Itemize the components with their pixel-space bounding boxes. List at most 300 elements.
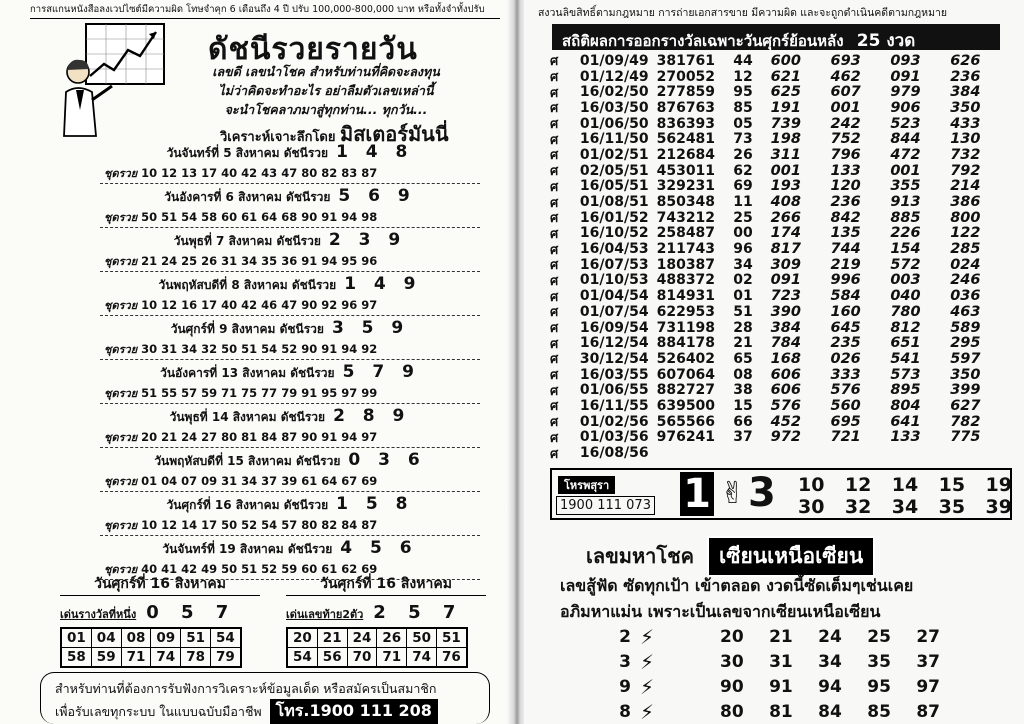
- draw-date: 16/02/50: [579, 84, 649, 101]
- three-digit-back: 350: [950, 366, 981, 383]
- three-digit-back: 523: [890, 115, 921, 132]
- three-digit-back: 804: [890, 397, 921, 414]
- friday-marker: ศ: [550, 415, 559, 431]
- tagline-line: จะนำโชคลาภมาสู่ทุกท่าน... ทุกวัน...: [224, 102, 428, 117]
- three-digit-front: 311: [770, 146, 801, 163]
- three-digit-front: 645: [830, 319, 861, 336]
- forecast-brand: โหรพสุรา: [558, 476, 615, 494]
- three-digit-front: 584: [830, 288, 861, 305]
- draw-date: 16/05/51: [579, 178, 649, 195]
- entry-set: 10 12 13 17 40 42 43 47 80 82 83 87: [141, 166, 378, 180]
- draw-date: 01/02/51: [579, 146, 649, 163]
- lucky-heading: [586, 538, 873, 575]
- draw-date: 16/09/54: [579, 319, 649, 336]
- forecast-number: 34: [891, 496, 919, 518]
- first-prize: 836393: [656, 115, 716, 132]
- last-two: 95: [733, 84, 753, 101]
- victory-hand-icon: ✌: [720, 476, 746, 511]
- last-two: 37: [733, 429, 753, 446]
- hot-number: 80: [720, 701, 744, 722]
- three-digit-back: 906: [890, 99, 921, 116]
- forecast-bottom-row: [798, 496, 1012, 518]
- hot-lead: 3: [619, 651, 631, 672]
- daily-index-list: [100, 140, 480, 580]
- friday-number-table: [60, 627, 242, 668]
- entry-digits: 4 5 6: [340, 538, 418, 558]
- first-prize: 258487: [656, 225, 716, 242]
- three-digit-back: 001: [890, 162, 921, 179]
- lightning-icon: ⚡: [640, 624, 655, 649]
- lucky-head-text: เลขมหาโชค: [586, 544, 695, 568]
- draw-date: 01/07/54: [579, 303, 649, 320]
- entry-label: ดัชนีรวย: [280, 410, 326, 424]
- last-two: 26: [733, 146, 753, 163]
- promo-line: เลขสู้ฟัด ซัดทุกเป้า เข้าตลอด งวดนี้ซัดเต็มๆเช่นเคย: [560, 576, 914, 595]
- results-table: [550, 53, 1010, 461]
- table-cell: 09: [151, 628, 181, 648]
- three-digit-front: 752: [830, 131, 861, 148]
- first-prize: 565566: [656, 413, 716, 430]
- three-digit-front: 996: [830, 272, 861, 289]
- friday-marker: ศ: [550, 211, 559, 227]
- series-label: ชุดรวย: [104, 255, 138, 268]
- three-digit-back: 780: [890, 303, 921, 320]
- last-two: 34: [733, 256, 753, 273]
- entry-date: วันศุกร์ที่ 16 สิงหาคม: [166, 498, 280, 512]
- three-digit-back: 003: [890, 272, 921, 289]
- three-digit-back: 572: [890, 256, 921, 273]
- hot-lead: 2: [619, 626, 631, 647]
- result-row: [550, 210, 1010, 226]
- three-digit-front: 408: [770, 194, 801, 211]
- analyst-name: มิสเตอร์มันนี่: [340, 122, 449, 146]
- forecast-digit-1: 1: [680, 472, 714, 516]
- friday-marker: ศ: [550, 336, 559, 352]
- friday-marker: ศ: [550, 321, 559, 337]
- result-row: [550, 273, 1010, 289]
- draw-date: 01/06/55: [579, 382, 649, 399]
- entry-digits: 2 3 9: [328, 230, 407, 250]
- tagline: [176, 62, 476, 119]
- table-cell: 50: [407, 628, 437, 648]
- hot-number: 30: [720, 651, 744, 672]
- friday-date: วันศุกร์ที่ 16 สิงหาคม: [60, 573, 260, 596]
- hot-number: 27: [916, 626, 940, 647]
- entry-date: วันพฤหัสบดีที่ 8 สิงหาคม: [158, 278, 288, 292]
- forecast-number: 39: [985, 496, 1012, 518]
- three-digit-back: 386: [950, 194, 981, 211]
- three-digit-back: 775: [950, 429, 981, 446]
- friday-marker: ศ: [550, 305, 559, 321]
- last-two: 73: [733, 131, 753, 148]
- friday-marker: ศ: [550, 273, 559, 289]
- draw-date: 16/03/50: [579, 99, 649, 116]
- table-cell: 04: [91, 628, 121, 648]
- hot-number: 91: [769, 676, 793, 697]
- table-row: [287, 628, 467, 648]
- three-digit-back: 589: [950, 319, 981, 336]
- promo-line: อภิมหาแม่น เพราะเป็นเลขจากเซียนเหนือเซียน: [560, 602, 881, 621]
- result-row: [550, 288, 1010, 304]
- result-row: [550, 131, 1010, 147]
- first-prize: 329231: [656, 178, 716, 195]
- entry-digits: 1 4 8: [336, 142, 414, 162]
- three-digit-back: 641: [890, 413, 921, 430]
- three-digit-front: 091: [770, 272, 801, 289]
- three-digit-front: 026: [830, 350, 861, 367]
- friday-marker: ศ: [550, 85, 559, 101]
- entry-label: ดัชนีรวย: [290, 366, 335, 380]
- footer-line: เพื่อรับเลขทุกระบบ ในแบบฉบับมือาชีพ: [55, 704, 262, 719]
- three-digit-front: 452: [770, 413, 801, 430]
- page-title: ดัชนีรวยรายวัน: [208, 32, 418, 67]
- series-label: ชุดรวย: [104, 167, 138, 180]
- hot-number-row: [610, 674, 990, 699]
- entry-date: วันพุธที่ 14 สิงหาคม: [169, 410, 277, 424]
- three-digit-front: 817: [770, 241, 801, 258]
- three-digit-front: 191: [770, 99, 801, 116]
- entry-date: วันจันทร์ที่ 5 สิงหาคม: [166, 146, 280, 160]
- three-digit-front: 168: [770, 350, 801, 367]
- entry-digits: 5 6 9: [338, 186, 416, 206]
- three-digit-front: 739: [770, 115, 801, 132]
- three-digit-back: 463: [950, 303, 981, 320]
- three-digit-front: 842: [830, 209, 861, 226]
- forecast-number: 15: [938, 474, 966, 496]
- three-digit-front: 160: [830, 303, 861, 320]
- entry-set: 01 04 07 09 31 34 37 39 61 64 67 69: [141, 474, 378, 488]
- copyright-notice: การสแกนหนังสือลงเวปไซต์มีความผิด โทษจำคุก 6 เดือนถึง 4 ปี ปรับ 100,000-800,000 บาท หรือทั้งจำทั้งปรับ: [30, 2, 500, 19]
- table-cell: 54: [287, 648, 317, 668]
- phone-number: 1900 111 208: [309, 701, 432, 720]
- entry-label: ดัชนีรวย: [291, 278, 337, 292]
- table-cell: 71: [121, 648, 151, 668]
- result-row: [550, 414, 1010, 430]
- phone-label: โทร.: [275, 701, 310, 720]
- first-prize: 639500: [656, 397, 716, 414]
- series-label: ชุดรวย: [104, 343, 138, 356]
- table-cell: 56: [317, 648, 347, 668]
- three-digit-back: 285: [950, 241, 981, 258]
- last-two: 02: [733, 272, 753, 289]
- result-row: [550, 320, 1010, 336]
- hot-number: 84: [818, 701, 842, 722]
- hot-number: 25: [867, 626, 891, 647]
- entry-label: ดัชนีรวย: [296, 454, 341, 468]
- table-cell: 74: [151, 648, 181, 668]
- three-digit-front: 001: [830, 99, 861, 116]
- forecast-top-row: [798, 474, 1012, 496]
- three-digit-back: 913: [890, 194, 921, 211]
- draw-date: 01/12/49: [579, 68, 649, 85]
- first-prize: 622953: [656, 303, 716, 320]
- three-digit-front: 242: [830, 115, 861, 132]
- result-row: [550, 367, 1010, 383]
- forecast-number: 35: [938, 496, 966, 518]
- entry-set: 10 12 14 17 50 52 54 57 80 82 84 87: [141, 518, 378, 532]
- draw-date: 16/04/53: [579, 241, 649, 258]
- three-digit-back: 651: [890, 335, 921, 352]
- daily-index-entry: [100, 448, 480, 492]
- three-digit-back: 399: [950, 382, 981, 399]
- three-digit-back: 350: [950, 99, 981, 116]
- friday-marker: ศ: [550, 101, 559, 117]
- three-digit-front: 384: [770, 319, 801, 336]
- forecast-number: 32: [844, 496, 872, 518]
- friday-marker: ศ: [550, 289, 559, 305]
- entry-digits: 1 4 9: [344, 274, 422, 294]
- result-row: [550, 241, 1010, 257]
- draw-date: 01/06/50: [579, 115, 649, 132]
- entry-label: ดัชนีรวย: [286, 190, 331, 204]
- three-digit-back: 154: [890, 241, 921, 258]
- last-two: 65: [733, 350, 753, 367]
- draw-date: 01/03/56: [579, 429, 649, 446]
- last-two: 28: [733, 319, 753, 336]
- first-prize: 277859: [656, 84, 716, 101]
- table-cell: 74: [407, 648, 437, 668]
- result-row: [550, 304, 1010, 320]
- hot-number: 31: [769, 651, 793, 672]
- first-prize: 743212: [656, 209, 716, 226]
- three-digit-front: 744: [830, 241, 861, 258]
- three-digit-back: 295: [950, 335, 981, 352]
- first-prize: 884178: [656, 335, 716, 352]
- result-row: [550, 100, 1010, 116]
- result-row: [550, 69, 1010, 85]
- table-cell: 54: [210, 628, 240, 648]
- last-two: 69: [733, 178, 753, 195]
- forecast-number: 12: [844, 474, 872, 496]
- table-cell: 76: [436, 648, 466, 668]
- first-prize: 562481: [656, 131, 716, 148]
- three-digit-front: 219: [830, 256, 861, 273]
- three-digit-front: 135: [830, 225, 861, 242]
- result-row: [550, 194, 1010, 210]
- banner-title: สถิติผลการออกรางวัลเฉพาะวันศุกร์ย้อนหลัง: [562, 32, 844, 50]
- lightning-icon: ⚡: [640, 649, 655, 674]
- hot-number-row: [610, 649, 990, 674]
- three-digit-back: 093: [890, 52, 921, 69]
- three-digit-back: 541: [890, 350, 921, 367]
- table-cell: 58: [61, 648, 91, 668]
- three-digit-front: 576: [830, 382, 861, 399]
- draw-date: 01/09/49: [579, 52, 649, 69]
- table-cell: 59: [91, 648, 121, 668]
- first-prize: 211743: [656, 241, 716, 258]
- friday-title: เด่นเลขท้าย2ตัว: [286, 608, 364, 621]
- businessman-chart-illustration: [56, 20, 168, 138]
- three-digit-back: 433: [950, 115, 981, 132]
- table-cell: 08: [121, 628, 151, 648]
- lightning-icon: ⚡: [640, 699, 655, 724]
- three-digit-back: 246: [950, 272, 981, 289]
- table-cell: 78: [181, 648, 211, 668]
- last-two: 66: [733, 413, 753, 430]
- three-digit-front: 001: [770, 162, 801, 179]
- first-prize: 270052: [656, 68, 716, 85]
- three-digit-back: 812: [890, 319, 921, 336]
- friday-marker: ศ: [550, 195, 559, 211]
- hot-number: 21: [769, 626, 793, 647]
- hot-lead: 8: [619, 701, 631, 722]
- table-cell: 51: [436, 628, 466, 648]
- first-prize: 731198: [656, 319, 716, 336]
- first-prize: 381761: [656, 52, 716, 69]
- draw-date: 16/03/55: [579, 366, 649, 383]
- draw-date: 16/01/52: [579, 209, 649, 226]
- friday-marker: ศ: [550, 258, 559, 274]
- draw-date: 16/11/55: [579, 397, 649, 414]
- three-digit-front: 266: [770, 209, 801, 226]
- three-digit-front: 309: [770, 256, 801, 273]
- hot-lead: 9: [619, 676, 631, 697]
- three-digit-front: 695: [830, 413, 861, 430]
- three-digit-back: 236: [950, 68, 981, 85]
- three-digit-front: 193: [770, 178, 801, 195]
- table-cell: 20: [287, 628, 317, 648]
- entry-date: วันจันทร์ที่ 19 สิงหาคม: [162, 542, 284, 556]
- daily-index-entry: [100, 272, 480, 316]
- three-digit-back: 472: [890, 146, 921, 163]
- result-row: [550, 116, 1010, 132]
- daily-index-entry: [100, 140, 480, 184]
- tagline-line: เลขดี เลขนำโชค สำหรับท่านที่คิดจะลงทุน: [212, 64, 440, 79]
- three-digit-front: 693: [830, 52, 861, 69]
- last-two: 25: [733, 209, 753, 226]
- first-prize: 814931: [656, 288, 716, 305]
- friday-marker: ศ: [550, 430, 559, 446]
- forecast-number: 14: [891, 474, 919, 496]
- draw-date: 16/10/52: [579, 225, 649, 242]
- three-digit-front: 723: [770, 288, 801, 305]
- result-row: [550, 257, 1010, 273]
- subscribe-footer: [40, 672, 490, 724]
- forecast-number: 30: [798, 496, 825, 518]
- friday-marker: ศ: [550, 368, 559, 384]
- three-digit-back: 792: [950, 162, 981, 179]
- friday-date: วันศุกร์ที่ 16 สิงหาคม: [286, 573, 486, 596]
- result-row: [550, 445, 1010, 461]
- hot-number: 20: [720, 626, 744, 647]
- three-digit-front: 120: [830, 178, 861, 195]
- friday-number-table: [286, 627, 468, 668]
- footer-line: สำหรับท่านที่ต้องการรับฟังการวิเคราะห์ข้อมูลเด็ด หรือสมัครเป็นสมาชิก: [55, 681, 437, 696]
- first-prize: 607064: [656, 366, 716, 383]
- last-two: 15: [733, 397, 753, 414]
- series-label: ชุดรวย: [104, 519, 138, 532]
- right-page: [524, 0, 1024, 724]
- friday-digits: 2 5 7: [373, 602, 464, 623]
- three-digit-back: 626: [950, 52, 981, 69]
- entry-set: 40 41 42 49 50 51 52 59 60 61 62 69: [141, 562, 378, 576]
- table-cell: 51: [181, 628, 211, 648]
- entry-label: ดัชนีรวย: [283, 146, 329, 160]
- hot-number: 24: [818, 626, 842, 647]
- table-cell: 71: [377, 648, 407, 668]
- three-digit-front: 174: [770, 225, 801, 242]
- first-prize: 488372: [656, 272, 716, 289]
- table-cell: 24: [347, 628, 377, 648]
- three-digit-back: 800: [950, 209, 981, 226]
- banner-count: 25 งวด: [856, 31, 916, 51]
- three-digit-back: 627: [950, 397, 981, 414]
- friday-last-two-box: [286, 573, 486, 668]
- series-label: ชุดรวย: [104, 387, 138, 400]
- first-prize: 850348: [656, 194, 716, 211]
- result-row: [550, 179, 1010, 195]
- friday-marker: ศ: [550, 164, 559, 180]
- last-two: 85: [733, 99, 753, 116]
- friday-marker: ศ: [550, 383, 559, 399]
- three-digit-front: 721: [830, 429, 861, 446]
- forecast-phone[interactable]: 1900 111 073: [556, 496, 655, 515]
- entry-digits: 5 7 9: [342, 362, 420, 382]
- draw-date: 16/08/56: [579, 445, 649, 462]
- three-digit-front: 606: [770, 382, 801, 399]
- three-digit-back: 036: [950, 288, 981, 305]
- statistics-banner: [552, 24, 1000, 50]
- entry-digits: 2 8 9: [333, 406, 411, 426]
- hot-number: 34: [818, 651, 842, 672]
- three-digit-back: 226: [890, 225, 921, 242]
- entry-digits: 1 5 8: [336, 494, 414, 514]
- entry-date: วันอังคารที่ 6 สิงหาคม: [164, 190, 282, 204]
- entry-date: วันศุกร์ที่ 9 สิงหาคม: [170, 322, 276, 336]
- hot-number-row: [610, 624, 990, 649]
- analyst-prefix: วิเคราะห์เจาะลึกโดย: [220, 130, 336, 145]
- friday-marker: ศ: [550, 132, 559, 148]
- three-digit-back: 384: [950, 84, 981, 101]
- first-prize: 876763: [656, 99, 716, 116]
- friday-marker: ศ: [550, 148, 559, 164]
- three-digit-front: 796: [830, 146, 861, 163]
- hot-number-list: [610, 624, 990, 724]
- entry-digits: 0 3 6: [348, 450, 426, 470]
- last-two: 51: [733, 303, 753, 320]
- hot-number: 87: [916, 701, 940, 722]
- friday-marker: ศ: [550, 54, 559, 70]
- footer-phone[interactable]: [270, 699, 438, 724]
- entry-set: 20 21 24 27 80 81 84 87 90 91 94 97: [141, 430, 378, 444]
- three-digit-back: 885: [890, 209, 921, 226]
- hot-number: 95: [867, 676, 891, 697]
- three-digit-front: 621: [770, 68, 801, 85]
- three-digit-front: 972: [770, 429, 801, 446]
- result-row: [550, 382, 1010, 398]
- friday-title: เด่นรางวัลที่หนึ่ง: [60, 608, 137, 621]
- three-digit-back: 573: [890, 366, 921, 383]
- three-digit-front: 236: [830, 194, 861, 211]
- last-two: 08: [733, 366, 753, 383]
- three-digit-back: 355: [890, 178, 921, 195]
- entry-set: 30 31 34 32 50 51 54 52 90 91 94 92: [141, 342, 378, 356]
- series-label: ชุดรวย: [104, 211, 138, 224]
- three-digit-front: 600: [770, 52, 801, 69]
- table-cell: 26: [377, 628, 407, 648]
- three-digit-back: 040: [890, 288, 921, 305]
- hot-number: 90: [720, 676, 744, 697]
- friday-first-prize-box: [60, 573, 260, 668]
- first-prize: 976241: [656, 429, 716, 446]
- three-digit-back: 979: [890, 84, 921, 101]
- series-label: ชุดรวย: [104, 431, 138, 444]
- three-digit-front: 235: [830, 335, 861, 352]
- result-row: [550, 163, 1010, 179]
- three-digit-back: 133: [890, 429, 921, 446]
- friday-marker: ศ: [550, 446, 559, 462]
- forecast-box: [550, 468, 1012, 520]
